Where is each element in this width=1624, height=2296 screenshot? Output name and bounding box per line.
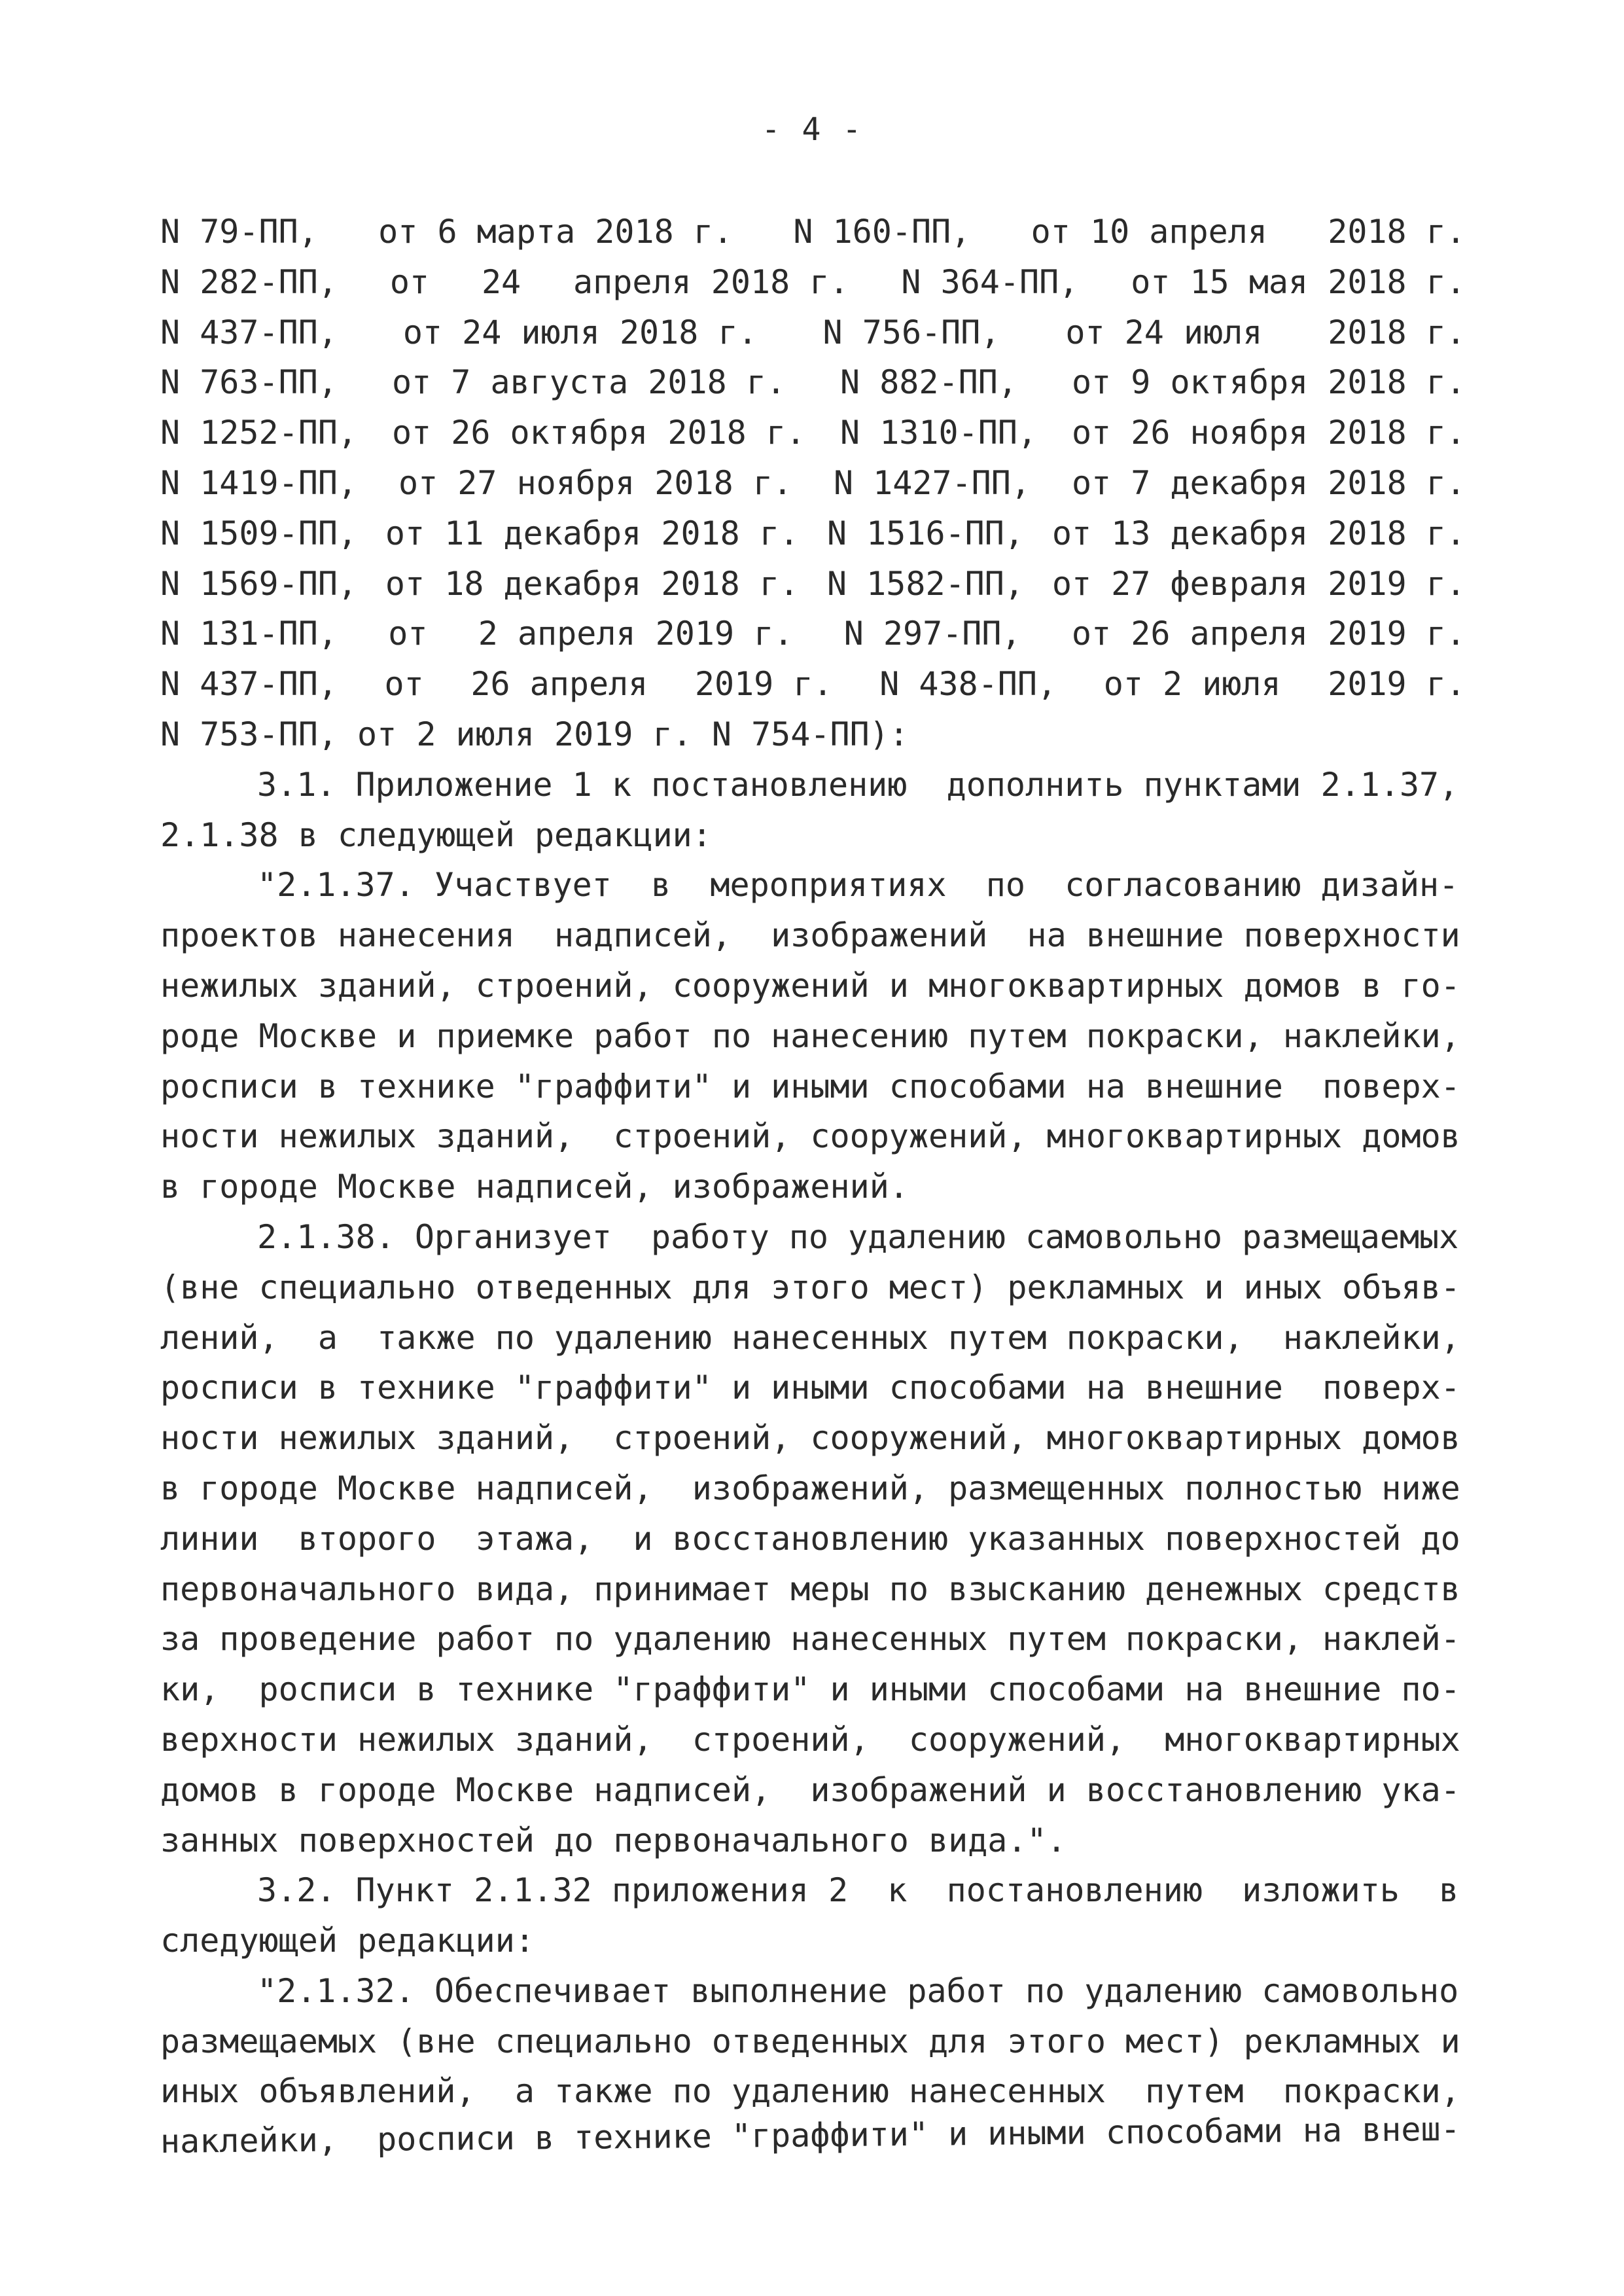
paragraph-line: N 753-ПП, от 2 июля 2019 г. N 754-ПП): [160,715,909,753]
reference-list-line [160,257,1466,308]
reference-cell: 2019 г. [694,665,833,704]
reference-cell: N 1509-ПП, [160,514,358,552]
reference-cell: N 882-ПП, [840,363,1017,402]
paragraph-line: ности нежилых зданий, строений, сооружений, многоквартирных домов [160,1419,1460,1458]
reference-cell: апреля 2018 г. [573,262,849,301]
reference-cell: N 1310-ПП, [840,414,1038,452]
paragraph-line: нежилых зданий, строений, сооружений и многоквартирных домов в го- [160,966,1460,1005]
paragraph-line: ности нежилых зданий, строений, сооружений, многоквартирных домов [160,1117,1460,1156]
reference-list-line [160,207,1466,257]
reference-cell: от 15 мая 2018 г. [1131,262,1466,301]
reference-cell: от [389,262,430,301]
paragraph-first-line: 3.2. Пункт 2.1.32 приложения 2 к постановлению изложить в [257,1871,1459,1910]
reference-cell: от 26 апреля 2019 г. [1071,615,1466,653]
reference-list-line [160,458,1466,509]
reference-cell: N 438-ПП, [879,665,1057,704]
reference-cell: N 1516-ПП, [826,514,1024,552]
paragraph-line: росписи в технике "граффити" и иными способами на внешние поверх- [160,1067,1460,1105]
reference-cell: от 27 февраля 2019 г. [1051,564,1466,603]
reference-cell: N 1427-ПП, [833,463,1031,502]
paragraph-line: за проведение работ по удалению нанесенных путем покраски, наклей- [160,1620,1460,1659]
reference-cell: 26 апреля [470,665,648,704]
reference-cell: N 1569-ПП, [160,564,358,603]
reference-cell: от 24 июля [1065,313,1263,351]
reference-list-line [160,559,1466,609]
paragraph-line: проектов нанесения надписей, изображений на внешние поверхности [160,916,1460,955]
reference-cell: от 7 августа 2018 г. [391,363,786,402]
paragraph-line: размещаемых (вне специально отведенных для этого мест) рекламных и [160,2022,1460,2060]
reference-cell: N 79-ПП, [160,213,318,251]
reference-list-line [160,408,1466,458]
reference-cell: 2 апреля 2019 г. [478,615,794,653]
reference-list-line [160,609,1466,659]
reference-cell: N 131-ПП, [160,615,338,653]
paragraph-line: лений, а также по удалению нанесенных путем покраски, наклейки, [160,1318,1460,1357]
reference-list-line [160,308,1466,358]
paragraph-line: в городе Москве надписей, изображений. [160,1168,909,1206]
paragraph-first-line: "2.1.32. Обеспечивает выполнение работ по удалению самовольно [257,1971,1459,2010]
reference-cell: 2018 г. [1328,213,1466,251]
reference-list-line [160,357,1466,408]
reference-cell: N 1252-ПП, [160,414,358,452]
reference-cell: от 9 октября 2018 г. [1071,363,1466,402]
paragraph-first-line: 2.1.38. Организует работу по удалению самовольно размещаемых [257,1217,1459,1256]
reference-cell: N 364-ПП, [901,262,1079,301]
reference-cell: 24 [481,262,521,301]
reference-cell: от 26 октября 2018 г. [391,414,806,452]
reference-cell: от [388,615,428,653]
reference-cell: от 26 ноября 2018 г. [1071,414,1466,452]
document-body [160,207,1466,2167]
reference-cell: от 2 июля [1103,665,1281,704]
paragraph-line: в городе Москве надписей, изображений, размещенных полностью ниже [160,1469,1460,1507]
reference-list-line [160,509,1466,559]
reference-list-line [160,659,1466,709]
reference-cell: N 1582-ПП, [826,564,1024,603]
reference-cell: от 11 декабря 2018 г. [385,514,800,552]
paragraph-line: первоначального вида, принимает меры по взысканию денежных средств [160,1570,1460,1608]
paragraph-line: занных поверхностей до первоначального вида.". [160,1821,1067,1859]
reference-cell: от 7 декабря 2018 г. [1071,463,1466,502]
reference-cell: N 437-ПП, [160,665,338,704]
reference-cell: N 297-ПП, [843,615,1021,653]
reference-cell: от 13 декабря 2018 г. [1051,514,1466,552]
reference-cell: N 763-ПП, [160,363,338,402]
reference-cell: 2019 г. [1328,665,1466,704]
reference-cell: N 437-ПП, [160,313,338,351]
reference-cell: от 18 декабря 2018 г. [385,564,800,603]
paragraph-line: верхности нежилых зданий, строений, сооружений, многоквартирных [160,1720,1460,1759]
reference-cell: от 6 марта 2018 г. [378,213,733,251]
reference-cell: от 24 июля 2018 г. [402,313,758,351]
reference-cell: от 27 ноября 2018 г. [398,463,793,502]
paragraph-line: ки, росписи в технике "граффити" и иными способами на внешние по- [160,1670,1460,1709]
paragraph-line: росписи в технике "граффити" и иными способами на внешние поверх- [160,1369,1460,1407]
paragraph-line: роде Москве и приемке работ по нанесению путем покраски, наклейки, [160,1016,1460,1055]
paragraph-line: 2.1.38 в следующей редакции: [160,816,712,854]
reference-cell: N 1419-ПП, [160,463,358,502]
reference-cell: N 160-ПП, [793,213,971,251]
page-number: - 4 - [761,111,863,148]
reference-cell: N 756-ПП, [822,313,1000,351]
paragraph-line: наклейки, росписи в технике "граффити" и иными способами на внеш- [160,2110,1460,2161]
reference-cell: от [384,665,424,704]
paragraph-line: иных объявлений, а также по удалению нанесенных путем покраски, [160,2072,1460,2111]
paragraph-line: (вне специально отведенных для этого мест) рекламных и иных объяв- [160,1268,1460,1306]
paragraph-line: домов в городе Москве надписей, изображений и восстановлению ука- [160,1770,1460,1809]
paragraph-first-line: 3.1. Приложение 1 к постановлению дополнить пунктами 2.1.37, [257,765,1459,804]
paragraph-first-line: "2.1.37. Участвует в мероприятиях по согласованию дизайн- [257,866,1459,905]
paragraph-line: следующей редакции: [160,1922,535,1960]
reference-cell: 2018 г. [1328,313,1466,351]
reference-cell: от 10 апреля [1031,213,1267,251]
reference-cell: N 282-ПП, [160,262,338,301]
paragraph-line: линии второго этажа, и восстановлению указанных поверхностей до [160,1519,1460,1558]
